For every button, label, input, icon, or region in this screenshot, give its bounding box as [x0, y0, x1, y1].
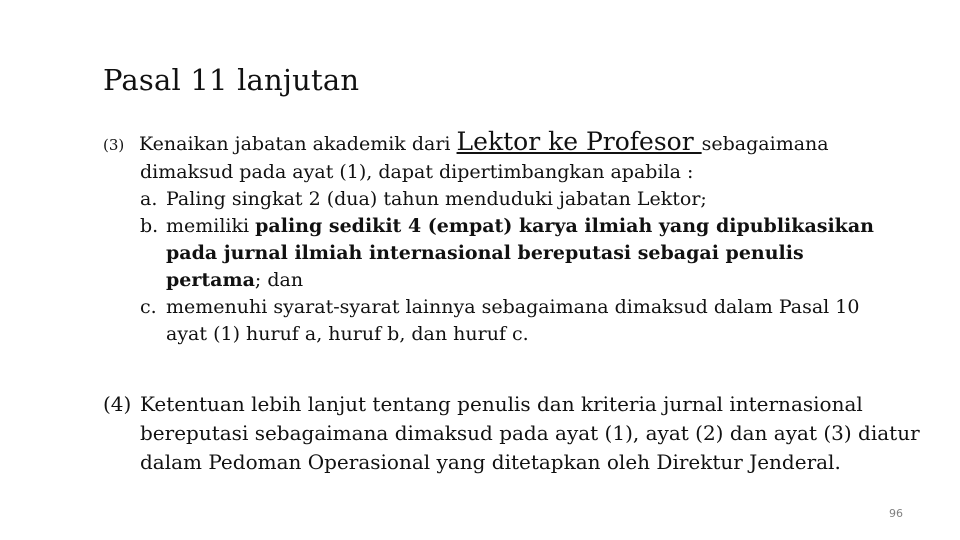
list-item-c-text: memenuhi syarat-syarat lainnya sebagaimana dimaksud dalam Pasal 10 — [166, 296, 860, 318]
list-item-b-bold-2: pada jurnal ilmiah internasional bereputasi sebagai penulis — [166, 242, 804, 264]
paragraph-4 — [103, 390, 933, 477]
list-item-c-line-2: ayat (1) huruf a, huruf b, dan huruf c. — [166, 323, 529, 345]
list-item-b-line-3 — [103, 267, 933, 294]
paragraph-4-line-2: bereputasi sebagaimana dimaksud pada ayat (1), ayat (2) dan ayat (3) diatur — [140, 421, 920, 445]
paragraph-3 — [103, 128, 933, 348]
slide-title: Pasal 11 lanjutan — [103, 63, 360, 97]
list-item-b — [103, 213, 933, 240]
list-item-b-label: b. — [140, 215, 159, 237]
list-item-c-label: c. — [140, 296, 157, 318]
list-item-a — [103, 186, 933, 213]
list-item-b-tail: ; dan — [254, 269, 304, 291]
paragraph-4-line-3: dalam Pedoman Operasional yang ditetapkan oleh Direktur Jenderal. — [140, 450, 841, 474]
list-item-b-bold-3: pertama — [166, 269, 255, 291]
list-item-a-text: Paling singkat 2 (dua) tahun menduduki jabatan Lektor; — [166, 188, 707, 210]
list-item-b-plain: memiliki — [166, 215, 256, 237]
paragraph-4-number: (4) — [103, 392, 132, 416]
paragraph-4-text-1: Ketentuan lebih lanjut tentang penulis dan kriteria jurnal internasional — [140, 392, 863, 416]
list-item-b-line-2 — [103, 240, 933, 267]
list-item-a-label: a. — [140, 188, 158, 210]
paragraph-3-line-2: dimaksud pada ayat (1), dapat dipertimbangkan apabila : — [140, 161, 694, 183]
paragraph-3-intro-before: Kenaikan jabatan akademik dari — [139, 133, 457, 155]
list-item-c — [103, 294, 933, 321]
paragraph-3-intro-after: sebagaimana — [701, 133, 829, 155]
page-number: 96 — [889, 507, 903, 520]
paragraph-3-line-1 — [103, 128, 933, 159]
paragraph-3-number: (3) — [103, 136, 125, 154]
paragraph-4-line-1 — [103, 390, 933, 419]
paragraph-3-emphasis: Lektor ke Profesor — [456, 127, 702, 156]
list-item-b-bold-1: paling sedikit 4 (empat) karya ilmiah yang dipublikasikan — [255, 215, 874, 237]
